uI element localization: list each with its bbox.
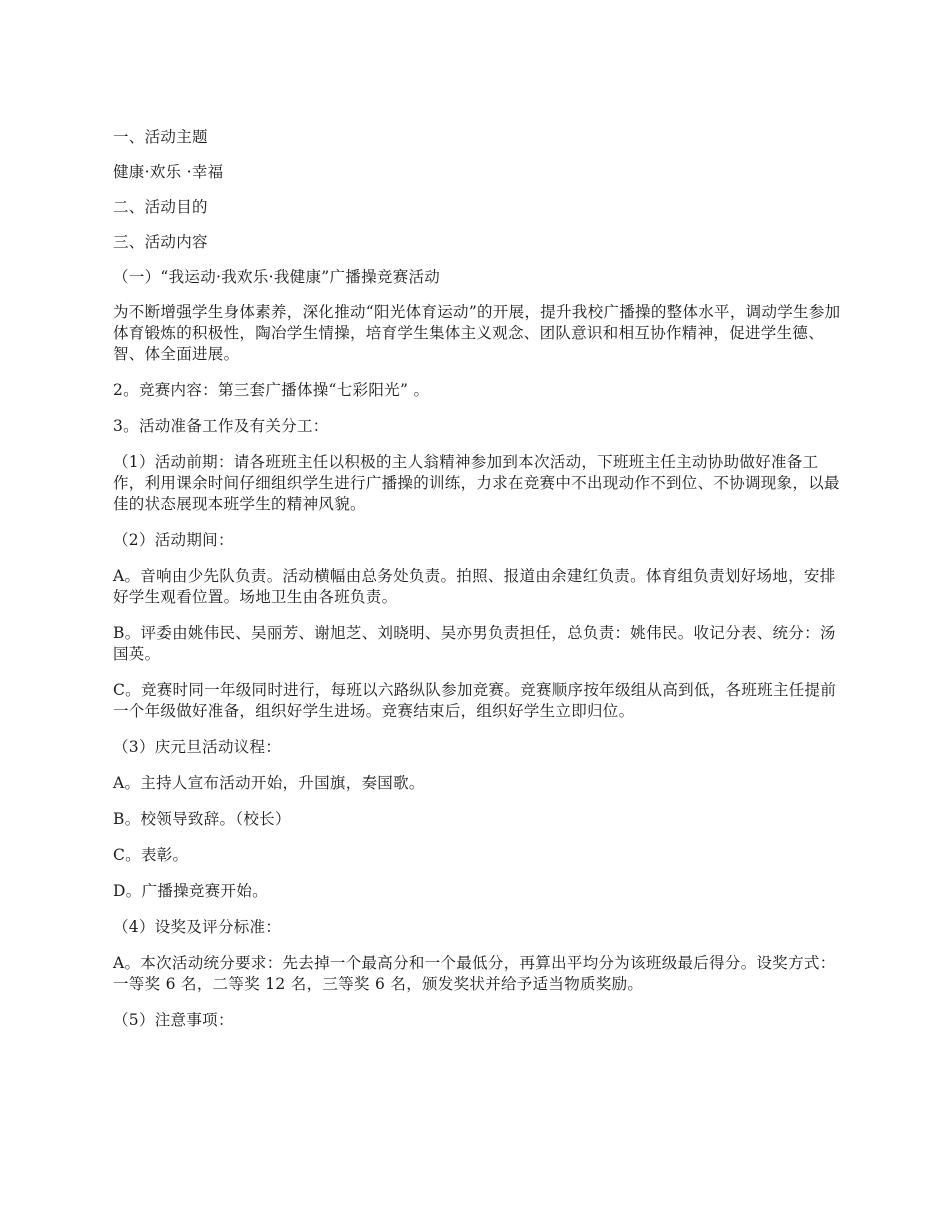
- item-c-contest-order: C。竞赛时同一年级同时进行，每班以六路纵队参加竞赛。竞赛顺序按年级组从高到低，各班班主任提前一个年级做好准备，组织好学生进场。竞赛结束后，组织好学生立即归位。: [113, 681, 837, 720]
- agenda-item-d: D。广播操竞赛开始。: [113, 882, 268, 900]
- agenda-item-a: A。主持人宣布活动开始，升国旗，奏国歌。: [113, 774, 425, 792]
- preparation-heading: 3。活动准备工作及有关分工：: [113, 417, 329, 435]
- pre-activity-paragraph: （1）活动前期：请各班班主任以积极的主人翁精神参加到本次活动，下班班主任主动协助做好准备工作，利用课余时间仔细组织学生进行广播操的训练，力求在竞赛中不出现动作不到位、不协调现象，以最佳的状态展现本班学生的精神风貌。: [113, 453, 840, 513]
- heading-activity-purpose: 二、活动目的: [113, 198, 208, 216]
- subheading-broadcast-exercise-contest: （一）“我运动·我欢乐·我健康”广播操竞赛活动: [113, 268, 441, 286]
- awards-heading: （4）设奖及评分标准：: [113, 918, 282, 936]
- item-b-judges: B。评委由姚伟民、吴丽芳、谢旭芝、刘晓明、吴亦男负责担任，总负责：姚伟民。收记分表、统分：汤国英。: [113, 624, 836, 663]
- heading-activity-theme: 一、活动主题: [113, 128, 208, 146]
- heading-activity-content: 三、活动内容: [113, 233, 208, 251]
- item-a-logistics: A。音响由少先队负责。活动横幅由总务处负责。拍照、报道由余建红负责。体育组负责划好场地，安排好学生观看位置。场地卫生由各班负责。: [113, 567, 836, 606]
- notes-heading: （5）注意事项：: [113, 1011, 234, 1029]
- during-activity-heading: （2）活动期间：: [113, 531, 234, 549]
- contest-content: 2。竞赛内容：第三套广播体操“七彩阳光” 。: [113, 381, 430, 399]
- document-body: [113, 127, 841, 1031]
- agenda-item-b: B。校领导致辞。（校长）: [113, 810, 291, 828]
- agenda-heading: （3）庆元旦活动议程：: [113, 738, 282, 756]
- scoring-paragraph: A。本次活动统分要求：先去掉一个最高分和一个最低分，再算出平均分为该班级最后得分。设奖方式：一等奖 6 名，二等奖 12 名，三等奖 6 名，颁发奖状并给予适当物质奖励。: [113, 954, 836, 993]
- purpose-paragraph: 为不断增强学生身体素养，深化推动“阳光体育运动”的开展，提升我校广播操的整体水平，调动学生参加体育锻炼的积极性，陶冶学生情操，培育学生集体主义观念、团队意识和相互协作精神，促进学生德、智、体全面进展。: [113, 303, 841, 363]
- agenda-item-c: C。表彰。: [113, 846, 189, 864]
- theme-text: 健康·欢乐 ·幸福: [113, 163, 224, 181]
